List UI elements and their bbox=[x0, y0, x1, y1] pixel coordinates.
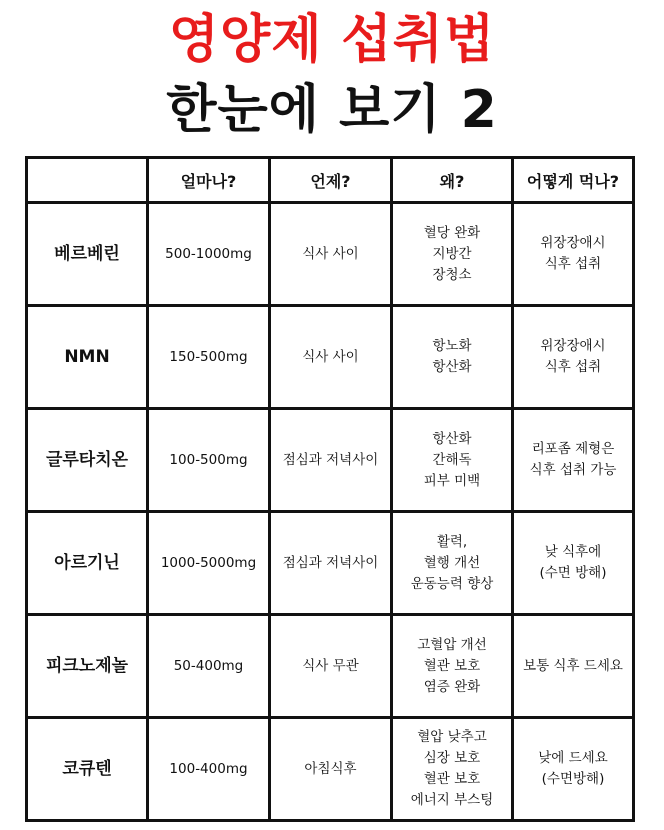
cell-how bbox=[513, 409, 634, 512]
cell-why-line: 운동능력 향상 bbox=[410, 575, 494, 592]
cell-when-line: 식사 무관 bbox=[302, 657, 359, 674]
cell-when-line: 아침식후 bbox=[304, 760, 357, 777]
cell-how-line: 낮 식후에 bbox=[544, 544, 602, 560]
cell-why bbox=[392, 718, 513, 821]
cell-why-line: 장청소 bbox=[432, 266, 472, 283]
header-when: 언제? bbox=[270, 158, 392, 203]
title-line-2: 한눈에 보기 2 bbox=[166, 80, 498, 140]
cell-when bbox=[270, 615, 392, 718]
cell-dose: 150-500mg bbox=[148, 306, 270, 409]
cell-dose: 100-500mg bbox=[148, 409, 270, 512]
cell-when-line: 점심과 저녁사이 bbox=[282, 451, 379, 468]
cell-how-line: 낮에 드세요 bbox=[538, 750, 608, 766]
cell-why-line: 항산화 bbox=[432, 430, 472, 447]
cell-why-line: 항노화 bbox=[432, 338, 472, 354]
table-row bbox=[27, 409, 634, 512]
table-header-row bbox=[27, 158, 634, 203]
cell-how bbox=[513, 718, 634, 821]
cell-why-line: 에너지 부스팅 bbox=[410, 792, 494, 808]
cell-why-line: 피부 미백 bbox=[423, 472, 481, 489]
cell-why-line: 지방간 bbox=[432, 245, 472, 262]
table-row bbox=[27, 306, 634, 409]
cell-supplement-name: 피크노제놀 bbox=[27, 615, 148, 718]
cell-how-line: 보통 식후 드세요 bbox=[523, 657, 623, 674]
cell-why-line: 혈관 보호 bbox=[423, 657, 481, 674]
title-line-1: 영양제 섭취법 bbox=[168, 10, 496, 70]
cell-how bbox=[513, 203, 634, 306]
cell-dose: 100-400mg bbox=[148, 718, 270, 821]
cell-supplement-name: 아르기닌 bbox=[27, 512, 148, 615]
header-dose: 얼마나? bbox=[148, 158, 270, 203]
cell-supplement-name: 코큐텐 bbox=[27, 718, 148, 821]
cell-why bbox=[392, 306, 513, 409]
supplement-table bbox=[25, 156, 635, 822]
cell-how-line: 식후 섭취 가능 bbox=[529, 462, 617, 478]
cell-when bbox=[270, 512, 392, 615]
header-how: 어떻게 먹나? bbox=[513, 158, 634, 203]
cell-why-line: 혈당 완화 bbox=[423, 224, 481, 241]
header-why: 왜? bbox=[392, 158, 513, 203]
cell-dose: 50-400mg bbox=[148, 615, 270, 718]
cell-dose: 1000-5000mg bbox=[148, 512, 270, 615]
supplement-table-container bbox=[25, 156, 632, 812]
cell-when-line: 점심과 저녁사이 bbox=[282, 554, 379, 571]
cell-supplement-name: NMN bbox=[27, 306, 148, 409]
cell-supplement-name: 베르베린 bbox=[27, 203, 148, 306]
cell-how-line: 식후 섭취 bbox=[544, 256, 602, 272]
table-row bbox=[27, 718, 634, 821]
cell-why bbox=[392, 615, 513, 718]
cell-why-line: 염증 완화 bbox=[423, 678, 481, 695]
cell-how bbox=[513, 512, 634, 615]
table-row bbox=[27, 512, 634, 615]
cell-how bbox=[513, 306, 634, 409]
header-corner bbox=[27, 158, 148, 203]
table-row bbox=[27, 203, 634, 306]
table-body bbox=[27, 203, 634, 821]
cell-why-line: 고혈압 개선 bbox=[417, 636, 487, 653]
cell-why-line: 혈압 낮추고 bbox=[417, 729, 487, 745]
cell-why-line: 혈행 개선 bbox=[423, 554, 481, 571]
cell-how-line: (수면 방해) bbox=[539, 565, 607, 581]
cell-when bbox=[270, 409, 392, 512]
cell-why-line: 항산화 bbox=[432, 359, 472, 375]
cell-how-line: 위장장애시 bbox=[540, 338, 606, 354]
cell-supplement-name: 글루타치온 bbox=[27, 409, 148, 512]
cell-when bbox=[270, 718, 392, 821]
cell-when bbox=[270, 306, 392, 409]
table-row bbox=[27, 615, 634, 718]
cell-how bbox=[513, 615, 634, 718]
cell-why-line: 간해독 bbox=[432, 451, 472, 468]
cell-how-line: 위장장애시 bbox=[540, 235, 606, 251]
cell-how-line: (수면방해) bbox=[541, 771, 605, 787]
cell-how-line: 리포좀 제형은 bbox=[531, 441, 615, 457]
cell-why-line: 심장 보호 bbox=[423, 750, 481, 766]
cell-why-line: 활력, bbox=[436, 533, 468, 550]
cell-why bbox=[392, 409, 513, 512]
cell-when-line: 식사 사이 bbox=[302, 348, 359, 365]
cell-when bbox=[270, 203, 392, 306]
cell-why-line: 혈관 보호 bbox=[423, 771, 481, 787]
cell-why bbox=[392, 203, 513, 306]
cell-how-line: 식후 섭취 bbox=[544, 359, 602, 375]
cell-when-line: 식사 사이 bbox=[302, 245, 359, 262]
cell-dose: 500-1000mg bbox=[148, 203, 270, 306]
cell-why bbox=[392, 512, 513, 615]
